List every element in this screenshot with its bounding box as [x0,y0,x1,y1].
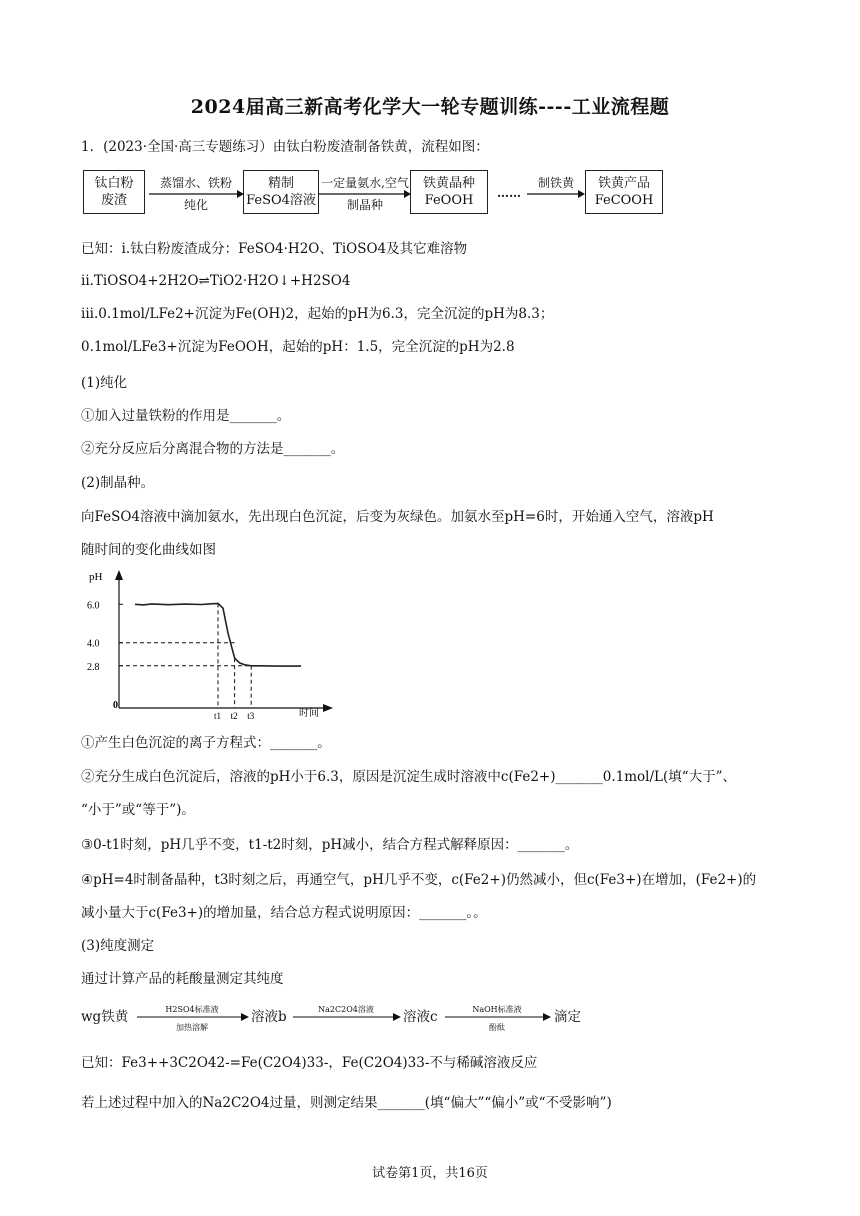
flow-box-waste [83,170,145,214]
part-2-question-d-2: 减小量大于c(Fe3+)的增加量，结合总方程式说明原因：_______。。 [81,905,487,921]
flow-box-text: FeOOH [424,193,474,208]
flow-box-text: 钛白粉 [94,176,134,191]
flow-box-text: 铁黄晶种 [422,176,475,191]
page-title: 2024届高三新高考化学大一轮专题训练----工业流程题 [190,96,670,118]
flow2-arrow3-bottom: 酚酞 [489,1023,505,1032]
flow-box-text: 铁黄产品 [597,176,650,191]
flow-box-product [585,170,663,214]
flow-dots: …… [497,186,521,200]
flow2-end: 滴定 [554,1009,581,1025]
flow2-arrow1-top: H2SO4标准液 [165,1005,219,1014]
part-3-question: 若上述过程中加入的Na2C2O4过量，则测定结果_______(填“偏大”“偏小”或“不受影响”) [81,1095,612,1111]
y-tick-label: 6.0 [87,600,100,612]
arrow3 [527,186,585,202]
page-footer: 试卷第1页，共16页 [372,1166,488,1181]
y-axis-label: pH [89,571,103,583]
y-tick-label: 2.8 [87,661,100,673]
flow-box-text: FeCOOH [594,193,654,208]
flow2-start: wg铁黄 [81,1009,129,1025]
arrow1-top-label: 蒸馏水、铁粉 [159,176,232,190]
flow2-solution-b: 溶液b [251,1009,287,1025]
part-2-question-a: ①产生白色沉淀的离子方程式：_______。 [81,735,331,751]
part-2-question-c: ③0-t1时刻，pH几乎不变，t1-t2时刻，pH减小，结合方程式解释原因：_______。 [81,837,579,853]
y-tick-label: 4.0 [87,638,100,650]
part-3-known: 已知：Fe3++3C2O42-=Fe(C2O4)33-，Fe(C2O4)33-不与稀碱溶液反应 [81,1055,538,1071]
flow-box-feso4 [243,170,319,214]
part-3-description: 通过计算产品的耗酸量测定其纯度 [81,971,284,987]
part-2-question-b-2: “小于”或“等于”)。 [81,802,195,818]
part-1-question-b: ②充分反应后分离混合物的方法是_______。 [81,441,345,457]
part-2-question-d-1: ④pH=4时制备晶种，t3时刻之后，再通空气，pH几乎不变，c(Fe2+)仍然减小，但c(Fe3+)在增加，(Fe2+)的 [81,872,757,888]
flow2-arrow2 [293,1011,401,1023]
question-1-header: 1．(2023·全国·高三专题练习）由钛白粉废渣制备铁黄，流程如图： [81,139,489,155]
arrow3-top-label: 制铁黄 [537,176,574,190]
flow2-solution-c: 溶液c [403,1009,438,1025]
arrow2-top-label: 一定量氨水,空气 [321,176,409,190]
x-tick-label: t1 [214,711,222,720]
flow-box-text: FeSO4溶液 [246,193,316,208]
x-tick-label: t2 [230,711,238,720]
flow2-arrow3-top: NaOH标准液 [472,1005,522,1014]
flow2-arrow1-bottom: 加热溶解 [176,1023,208,1032]
arrow2-bottom-label: 制晶种 [346,198,383,212]
part-2-heading: (2)制晶种。 [81,475,155,491]
ph-time-chart [85,568,335,720]
known-i: 已知：i.钛白粉废渣成分：FeSO4·H2O、TiOSO4及其它难溶物 [81,241,468,257]
part-1-question-a: ①加入过量铁粉的作用是_______。 [81,408,291,424]
x-tick-label: t3 [247,711,255,720]
origin-label: 0 [113,700,118,711]
known-iv: 0.1mol/LFe3+沉淀为FeOOH，起始的pH：1.5，完全沉淀的pH为2.8 [81,339,515,355]
known-iii: iii.0.1mol/LFe2+沉淀为Fe(OH)2，起始的pH为6.3，完全沉淀的pH为8.3； [81,306,554,322]
arrow1-bottom-label: 纯化 [183,198,208,212]
flow2-arrow2-top: Na2C2O4溶液 [318,1005,374,1014]
flow-box-seed [410,170,488,214]
x-axis-arrow [323,704,333,712]
known-ii: ii.TiOSO4+2H2O⇌TiO2·H2O↓+H2SO4 [81,273,351,289]
flow-box-text: 废渣 [100,193,127,208]
part-1-heading: (1)纯化 [81,375,128,391]
part-3-heading: (3)纯度测定 [81,938,155,954]
x-axis-label: 时间 [299,708,319,719]
flow-box-text: 精制 [267,176,294,191]
y-axis-arrow [115,570,123,580]
titration-flow [81,1000,781,1036]
process-flow-diagram [81,166,781,222]
part-2-description-2: 随时间的变化曲线如图 [81,542,216,558]
part-2-question-b-1: ②充分生成白色沉淀后，溶液的pH小于6.3，原因是沉淀生成时溶液中c(Fe2+)_______0.1mol/L(填“大于”、 [81,769,737,785]
part-2-description-1: 向FeSO4溶液中滴加氨水，先出现白色沉淀，后变为灰绿色。加氨水至pH=6时，开始通入空气，溶液pH [81,509,714,525]
